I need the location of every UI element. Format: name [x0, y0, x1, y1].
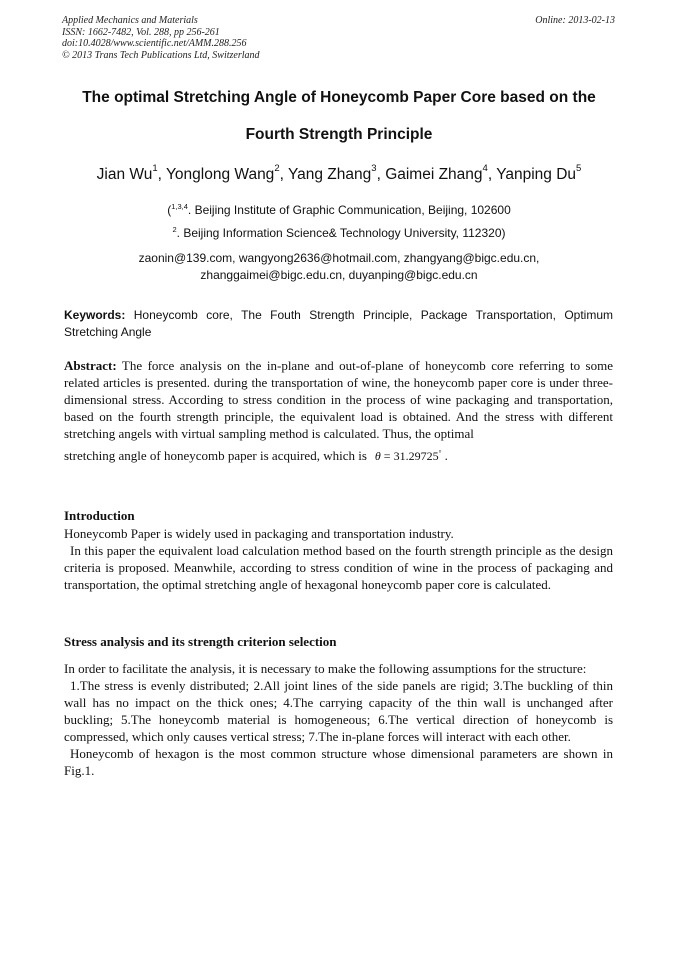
email-line[interactable]: zaonin@139.com, wangyong2636@hotmail.com, zhangyang@bigc.edu.cn, — [138, 251, 540, 265]
author-affiliation-mark: 4 — [482, 162, 488, 174]
affiliation-paren: ( — [167, 203, 172, 217]
affiliation-mark: 2 — [172, 225, 177, 234]
stress-analysis-heading: Stress analysis and its strength criterion selection — [64, 634, 337, 649]
keywords-text: Honeycomb core, The Fouth Strength Principle, Package Transportation, Optimum Stretching Angle — [64, 308, 613, 339]
author-affiliation-mark: 1 — [152, 162, 158, 174]
online-date: Online: 2013-02-13 — [535, 15, 615, 26]
keywords-label: Keywords: — [64, 308, 126, 322]
introduction-paragraph: Honeycomb Paper is widely used in packaging and transportation industry. — [64, 526, 454, 541]
author-name: Gaimei Zhang — [385, 166, 483, 183]
affiliation-text: . Beijing Information Science& Technology University, 112320) — [176, 226, 506, 240]
stress-paragraph: Honeycomb of hexagon is the most common structure whose dimensional parameters are shown in Fig.1. — [64, 746, 613, 778]
copyright-line: © 2013 Trans Tech Publications Ltd, Switzerland — [62, 49, 260, 61]
paper-title-line-2: Fourth Strength Principle — [245, 126, 433, 143]
formula-value: = 31.29725 — [380, 449, 439, 463]
optimal-angle-formula — [375, 449, 442, 463]
journal-header — [62, 15, 618, 61]
formula-period: . — [441, 448, 448, 463]
affiliation-1 — [30, 202, 648, 219]
introduction-body — [64, 525, 613, 593]
introduction-heading: Introduction — [64, 508, 135, 523]
doi-line[interactable]: doi:10.4028/www.scientific.net/AMM.288.256 — [62, 38, 247, 49]
journal-name: Applied Mechanics and Materials — [62, 15, 198, 26]
author-name: Yang Zhang — [287, 166, 372, 183]
assumptions-list: 1.The stress is evenly distributed; 2.All joint lines of the side panels are rigid; 3.The buckling of thin wall has no impact on the thick ones; 4.The carrying capacity of the thin wall is unchanged after buckling; 5.The honeycomb material is homogeneous; 6.The vertical direction of honeycomb is compressed, which only causes vertical stress; 7.The in-plane forces will interact with each other. — [64, 678, 613, 744]
author-affiliation-mark: 2 — [274, 162, 280, 174]
stress-analysis-body — [64, 660, 613, 779]
abstract-block — [64, 357, 613, 465]
author-affiliation-mark: 3 — [371, 162, 377, 174]
author-name: Yanping Du — [496, 166, 577, 183]
stress-paragraph: In order to facilitate the analysis, it is necessary to make the following assumptions for the structure: — [64, 661, 587, 676]
email-line[interactable]: zhanggaimei@bigc.edu.cn, duyanping@bigc.edu.cn — [200, 268, 478, 282]
abstract-text: The force analysis on the in-plane and out-of-plane of honeycomb core referring to some related articles is presented. during the transportation of wine, the honeycomb paper core is under three-dimensional stress. According to stress condition in the process of wine packaging and transportation, based on the fourth strength principle, the equivalent load is obtained. And the stress with different stretching angels with virtual sampling method is calculated. Thus, the optimal — [64, 358, 613, 441]
introduction-paragraph: In this paper the equivalent load calculation method based on the fourth strength principle as the design criteria is proposed. Meanwhile, according to stress condition of wine in the process of packaging and transportation, the optimal stretching angle of hexagonal honeycomb paper core is calculated. — [64, 543, 613, 592]
abstract-last-line — [64, 447, 613, 465]
abstract-label: Abstract: — [64, 358, 117, 373]
author-affiliation-mark: 5 — [576, 162, 582, 174]
author-name: Yonglong Wang — [166, 166, 275, 183]
author-list: Jian Wu$^1$, Yonglong Wang$^2$, Yang Zhang$^3$, Gaimei Zhang$^4$, Yanping Du$^5$ — [96, 162, 582, 183]
affiliation-2 — [30, 225, 648, 242]
degree-symbol: ° — [438, 449, 442, 457]
affiliation-mark: 1,3,4 — [171, 202, 188, 211]
affiliation-text: . Beijing Institute of Graphic Communication, Beijing, 102600 — [187, 203, 511, 217]
abstract-last-line-text: stretching angle of honeycomb paper is acquired, which is — [64, 448, 367, 463]
paper-title-line-1: The optimal Stretching Angle of Honeycomb Paper Core based on the — [82, 89, 596, 106]
author-name: Jian Wu — [96, 166, 153, 183]
issn-line: ISSN: 1662-7482, Vol. 288, pp 256-261 — [62, 26, 220, 38]
keywords-block — [64, 307, 613, 341]
author-emails — [30, 250, 648, 284]
theta-symbol: θ — [374, 449, 381, 463]
